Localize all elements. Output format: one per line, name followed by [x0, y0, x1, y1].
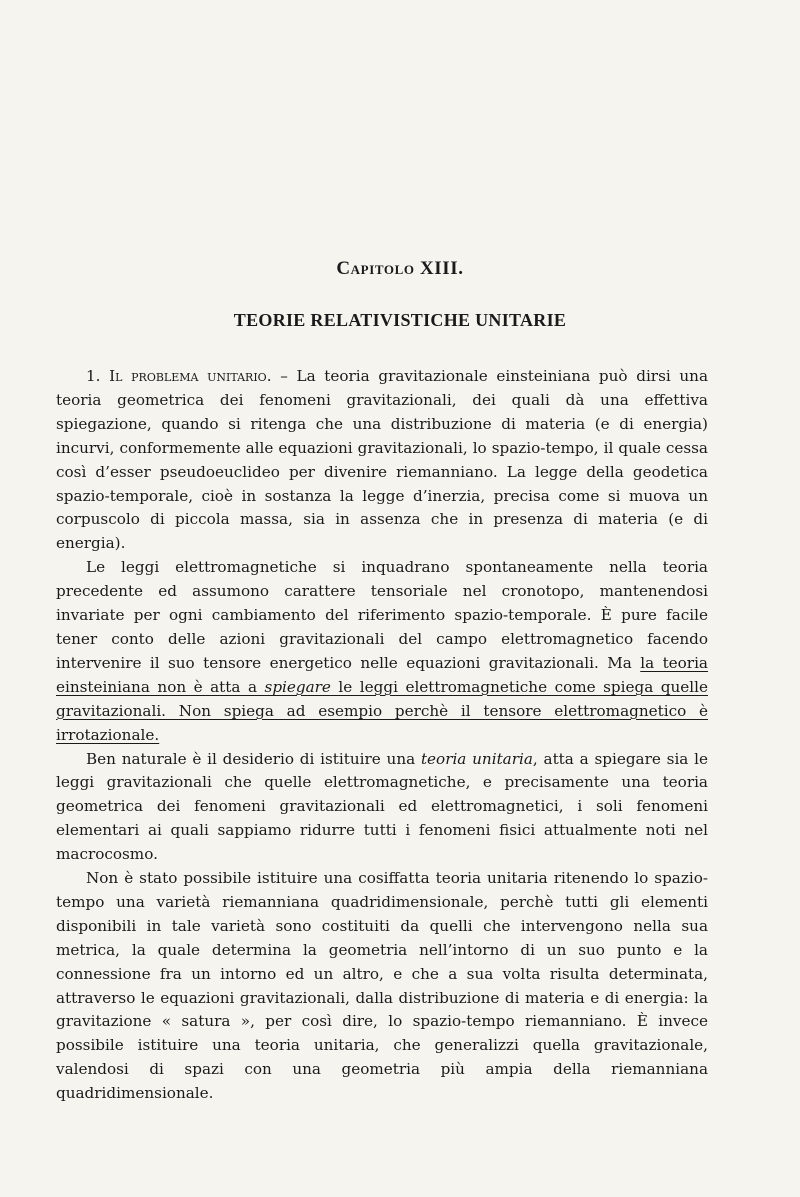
section-heading: Il problema unitario.: [109, 367, 272, 385]
paragraph-3: [56, 748, 708, 868]
chapter-heading: [0, 258, 800, 280]
chapter-label: Capitolo: [336, 258, 415, 279]
chapter-number: XIII.: [419, 258, 464, 279]
paragraph-3-text-b: , atta a spiegare sia le leggi gravitazionali che quelle elettromagnetiche, e precisamente una teoria geometrica dei fenomeni gravitazionali ed elettromagnetici, i soli fenomeni elementari ai quali sappiamo ridurre tutti i fenomeni fisici attualmente noti nel macrocosmo.: [56, 749, 708, 864]
paragraph-1-text: – La teoria gravitazionale einsteiniana può dirsi una teoria geometrica dei fenomeni gravitazionali, dei quali dà una effettiva spiegazione, quando si ritenga che una distribuzione di materia (e di energia) incurvi, conformemente alle equazioni gravitazionali, lo spazio-tempo, il quale cessa così d’esser pseudoeuclideo per divenire riemanniano. La legge della geodetica spazio-temporale, cioè in sostanza la legge d’inerzia, precisa come si muova un corpuscolo di piccola massa, sia in assenza che in presenza di materia (e di energia).: [56, 367, 709, 553]
chapter-title: TEORIE RELATIVISTICHE UNITARIE: [233, 310, 567, 330]
section-number: 1.: [86, 367, 101, 385]
paragraph-4-text: Non è stato possibile istituire una cosiffatta teoria unitaria ritenendo lo spazio-tempo una varietà riemanniana quadridimensionale, perchè tutti gli elementi disponibili in tale varietà sono costituiti da quelli che intervengono nella sua metrica, la quale determina la geometria nell’intorno di un suo punto e la connessione fra un intorno ed un altro, e che a sua volta risulta determinata, attraverso le equazioni gravitazionali, dalla distribuzione di materia e di energia: la gravitazione « satura », per così dire, lo spazio-tempo riemanniano. È invece possibile istituire una teoria unitaria, che generalizzi quella gravitazionale, valendosi di spazi con una geometria più ampia della riemanniana quadridimensionale.: [56, 869, 708, 1103]
emphasis-spiegare: spiegare: [264, 677, 331, 696]
paragraph-2: [56, 556, 708, 747]
underlined-text-end: le leggi elettromagnetiche come spiega quelle gravitazionali. Non spiega ad esempio perchè il tensore elettromagnetico è irrotazionale.: [56, 677, 708, 744]
paragraph-2-text: Le leggi elettromagnetiche si inquadrano spontaneamente nella teoria precedente ed assumono carattere tensoriale nel cronotopo, mantenendosi invariate per ogni cambiamento del riferimento spazio-temporale. È pure facile tener conto delle azioni gravitazionali del campo elettromagnetico facendo intervenire il suo tensore energetico nelle equazioni gravitazionali. Ma: [56, 558, 708, 672]
underlined-text-start: la teoria einsteiniana non è atta a: [56, 653, 708, 696]
paragraph-3-text-a: Ben naturale è il desiderio di istituire una: [86, 749, 421, 768]
paragraph-4: [56, 867, 708, 1106]
emphasis-teoria-unitaria: teoria unitaria: [420, 749, 533, 768]
paragraph-1: [56, 365, 708, 556]
body-text: [56, 365, 708, 1106]
